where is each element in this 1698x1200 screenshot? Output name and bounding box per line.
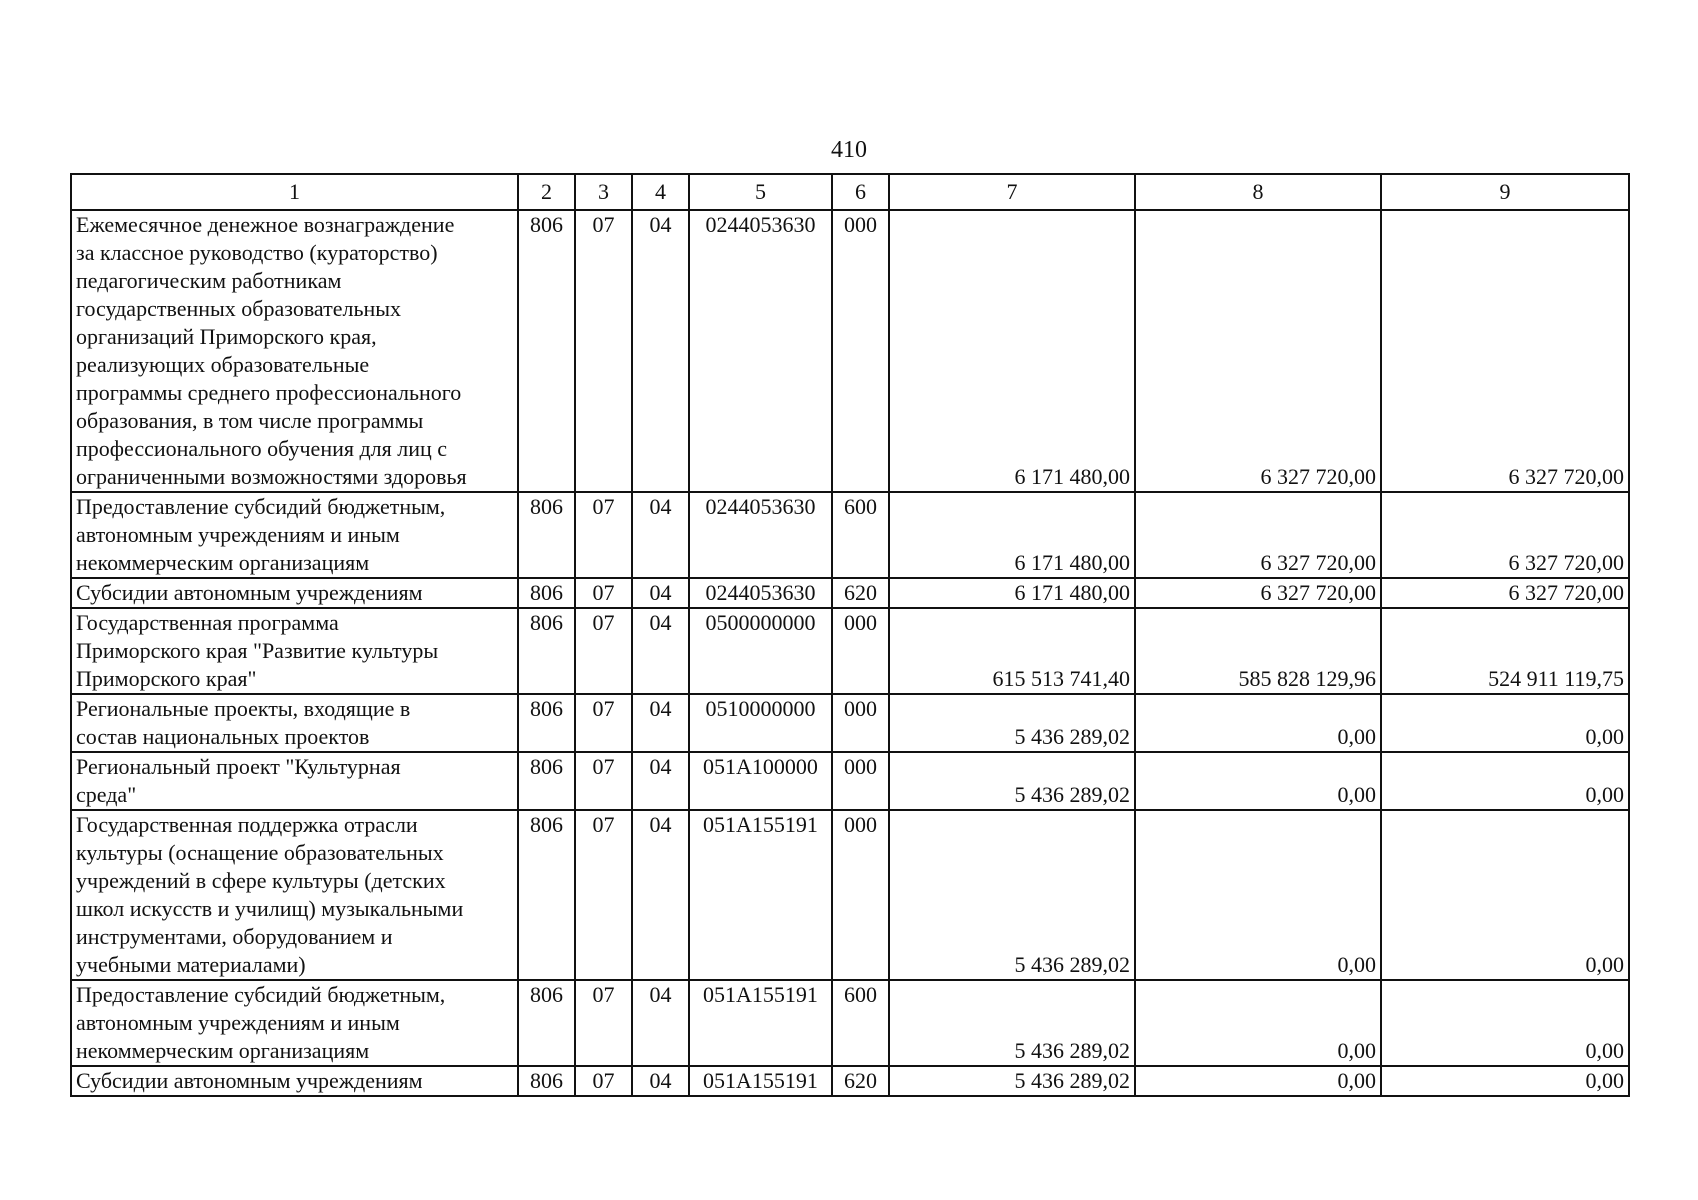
code-cell-c4: 04 bbox=[632, 608, 689, 694]
row-name-line: Субсидии автономным учреждениям bbox=[76, 580, 423, 605]
row-name-line: Приморского края "Развитие культуры bbox=[76, 638, 439, 663]
amount-cell-c9: 0,00 bbox=[1381, 1066, 1629, 1096]
amount-cell-c8: 0,00 bbox=[1135, 752, 1381, 810]
amount-cell-c7: 5 436 289,02 bbox=[889, 694, 1135, 752]
row-name-line: некоммерческим организациям bbox=[76, 550, 370, 575]
code-cell-c3: 07 bbox=[575, 210, 632, 492]
table-row bbox=[71, 752, 1629, 810]
row-name-cell bbox=[71, 210, 518, 492]
row-name-cell bbox=[71, 1066, 518, 1096]
amount-cell-c7: 6 171 480,00 bbox=[889, 578, 1135, 608]
code-cell-c3: 07 bbox=[575, 752, 632, 810]
amount-cell-c9: 0,00 bbox=[1381, 752, 1629, 810]
amount-cell-c8: 0,00 bbox=[1135, 694, 1381, 752]
row-name-cell bbox=[71, 752, 518, 810]
column-header-1: 1 bbox=[71, 174, 518, 210]
row-name-line: образования, в том числе программы bbox=[76, 408, 424, 433]
code-cell-c2: 806 bbox=[518, 578, 575, 608]
amount-cell-c8: 0,00 bbox=[1135, 1066, 1381, 1096]
code-cell-c6: 600 bbox=[832, 492, 889, 578]
amount-cell-c9: 6 327 720,00 bbox=[1381, 492, 1629, 578]
row-name-line: организаций Приморского края, bbox=[76, 324, 377, 349]
table-row bbox=[71, 210, 1629, 492]
row-name-line: ограниченными возможностями здоровья bbox=[76, 464, 467, 489]
code-cell-c4: 04 bbox=[632, 980, 689, 1066]
code-cell-c4: 04 bbox=[632, 210, 689, 492]
amount-cell-c8: 0,00 bbox=[1135, 810, 1381, 980]
code-cell-c3: 07 bbox=[575, 1066, 632, 1096]
code-cell-c5: 0500000000 bbox=[689, 608, 832, 694]
row-name-cell bbox=[71, 608, 518, 694]
row-name-line: профессионального обучения для лиц с bbox=[76, 436, 448, 461]
amount-cell-c7: 5 436 289,02 bbox=[889, 810, 1135, 980]
amount-cell-c7: 5 436 289,02 bbox=[889, 1066, 1135, 1096]
row-name-line: Ежемесячное денежное вознаграждение bbox=[76, 212, 455, 237]
code-cell-c2: 806 bbox=[518, 980, 575, 1066]
code-cell-c6: 620 bbox=[832, 1066, 889, 1096]
amount-cell-c8: 6 327 720,00 bbox=[1135, 210, 1381, 492]
row-name-line: автономным учреждениям и иным bbox=[76, 1010, 400, 1035]
column-header-2: 2 bbox=[518, 174, 575, 210]
row-name-line: реализующих образовательные bbox=[76, 352, 370, 377]
code-cell-c5: 0510000000 bbox=[689, 694, 832, 752]
code-cell-c4: 04 bbox=[632, 1066, 689, 1096]
row-name-line: Региональные проекты, входящие в bbox=[76, 696, 411, 721]
amount-cell-c8: 6 327 720,00 bbox=[1135, 578, 1381, 608]
row-name-line: автономным учреждениям и иным bbox=[76, 522, 400, 547]
table-row bbox=[71, 810, 1629, 980]
amount-cell-c9: 6 327 720,00 bbox=[1381, 210, 1629, 492]
amount-cell-c9: 0,00 bbox=[1381, 980, 1629, 1066]
code-cell-c6: 000 bbox=[832, 210, 889, 492]
page-number: 410 bbox=[831, 137, 867, 163]
column-header-6: 6 bbox=[832, 174, 889, 210]
code-cell-c4: 04 bbox=[632, 752, 689, 810]
code-cell-c4: 04 bbox=[632, 810, 689, 980]
row-name-line: педагогическим работникам bbox=[76, 268, 342, 293]
row-name-line: состав национальных проектов bbox=[76, 724, 370, 749]
row-name-line: Государственная поддержка отрасли bbox=[76, 812, 418, 837]
code-cell-c2: 806 bbox=[518, 1066, 575, 1096]
amount-cell-c7: 615 513 741,40 bbox=[889, 608, 1135, 694]
table-row bbox=[71, 694, 1629, 752]
row-name-line: Предоставление субсидий бюджетным, bbox=[76, 982, 446, 1007]
table-row bbox=[71, 608, 1629, 694]
code-cell-c2: 806 bbox=[518, 810, 575, 980]
column-header-4: 4 bbox=[632, 174, 689, 210]
code-cell-c5: 051A155191 bbox=[689, 980, 832, 1066]
code-cell-c6: 000 bbox=[832, 694, 889, 752]
row-name-line: Региональный проект "Культурная bbox=[76, 754, 401, 779]
amount-cell-c8: 0,00 bbox=[1135, 980, 1381, 1066]
row-name-line: Субсидии автономным учреждениям bbox=[76, 1068, 423, 1093]
row-name-line: школ искусств и училищ) музыкальными bbox=[76, 896, 464, 921]
row-name-line: за классное руководство (кураторство) bbox=[76, 240, 438, 265]
code-cell-c3: 07 bbox=[575, 492, 632, 578]
row-name-cell bbox=[71, 810, 518, 980]
row-name-cell bbox=[71, 694, 518, 752]
amount-cell-c9: 0,00 bbox=[1381, 810, 1629, 980]
row-name-line: Государственная программа bbox=[76, 610, 339, 635]
amount-cell-c9: 524 911 119,75 bbox=[1381, 608, 1629, 694]
row-name-line: Предоставление субсидий бюджетным, bbox=[76, 494, 446, 519]
amount-cell-c9: 0,00 bbox=[1381, 694, 1629, 752]
code-cell-c2: 806 bbox=[518, 492, 575, 578]
row-name-cell bbox=[71, 578, 518, 608]
row-name-line: учреждений в сфере культуры (детских bbox=[76, 868, 446, 893]
amount-cell-c8: 6 327 720,00 bbox=[1135, 492, 1381, 578]
code-cell-c3: 07 bbox=[575, 694, 632, 752]
row-name-line: некоммерческим организациям bbox=[76, 1038, 370, 1063]
amount-cell-c9: 6 327 720,00 bbox=[1381, 578, 1629, 608]
code-cell-c2: 806 bbox=[518, 608, 575, 694]
code-cell-c6: 620 bbox=[832, 578, 889, 608]
table-row bbox=[71, 492, 1629, 578]
budget-table bbox=[70, 173, 1630, 1097]
column-header-9: 9 bbox=[1381, 174, 1629, 210]
table-row bbox=[71, 980, 1629, 1066]
code-cell-c4: 04 bbox=[632, 578, 689, 608]
row-name-line: Приморского края" bbox=[76, 666, 257, 691]
row-name-cell bbox=[71, 492, 518, 578]
code-cell-c2: 806 bbox=[518, 752, 575, 810]
column-header-7: 7 bbox=[889, 174, 1135, 210]
row-name-cell bbox=[71, 980, 518, 1066]
code-cell-c6: 600 bbox=[832, 980, 889, 1066]
code-cell-c3: 07 bbox=[575, 608, 632, 694]
table-row bbox=[71, 578, 1629, 608]
column-header-8: 8 bbox=[1135, 174, 1381, 210]
table-row bbox=[71, 1066, 1629, 1096]
column-header-5: 5 bbox=[689, 174, 832, 210]
amount-cell-c7: 5 436 289,02 bbox=[889, 752, 1135, 810]
code-cell-c5: 051A155191 bbox=[689, 1066, 832, 1096]
row-name-line: государственных образовательных bbox=[76, 296, 402, 321]
amount-cell-c7: 6 171 480,00 bbox=[889, 492, 1135, 578]
code-cell-c4: 04 bbox=[632, 694, 689, 752]
row-name-line: учебными материалами) bbox=[76, 952, 306, 977]
code-cell-c5: 0244053630 bbox=[689, 578, 832, 608]
row-name-line: инструментами, оборудованием и bbox=[76, 924, 393, 949]
amount-cell-c7: 5 436 289,02 bbox=[889, 980, 1135, 1066]
code-cell-c5: 0244053630 bbox=[689, 210, 832, 492]
row-name-line: культуры (оснащение образовательных bbox=[76, 840, 444, 865]
header-row bbox=[71, 174, 1629, 210]
code-cell-c3: 07 bbox=[575, 578, 632, 608]
code-cell-c6: 000 bbox=[832, 810, 889, 980]
row-name-line: среда" bbox=[76, 782, 137, 807]
code-cell-c3: 07 bbox=[575, 980, 632, 1066]
code-cell-c6: 000 bbox=[832, 752, 889, 810]
code-cell-c4: 04 bbox=[632, 492, 689, 578]
column-header-3: 3 bbox=[575, 174, 632, 210]
code-cell-c5: 051A155191 bbox=[689, 810, 832, 980]
code-cell-c2: 806 bbox=[518, 694, 575, 752]
code-cell-c5: 051A100000 bbox=[689, 752, 832, 810]
row-name-line: программы среднего профессионального bbox=[76, 380, 462, 405]
code-cell-c2: 806 bbox=[518, 210, 575, 492]
code-cell-c5: 0244053630 bbox=[689, 492, 832, 578]
code-cell-c6: 000 bbox=[832, 608, 889, 694]
table-body bbox=[71, 210, 1629, 1096]
amount-cell-c7: 6 171 480,00 bbox=[889, 210, 1135, 492]
amount-cell-c8: 585 828 129,96 bbox=[1135, 608, 1381, 694]
code-cell-c3: 07 bbox=[575, 810, 632, 980]
